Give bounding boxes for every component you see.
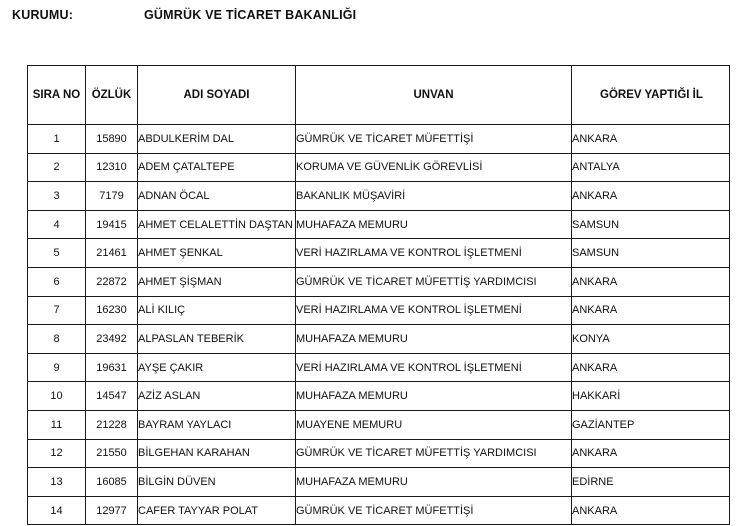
cell-adi-soyadi: ALİ KILIÇ [138, 296, 296, 325]
table-row [28, 125, 730, 154]
table-row [28, 439, 730, 468]
cell-ozluk: 23492 [86, 325, 138, 354]
table-row [28, 182, 730, 211]
cell-ozluk: 19631 [86, 353, 138, 382]
cell-unvan: MUAYENE MEMURU [296, 410, 572, 439]
cell-ozluk: 16230 [86, 296, 138, 325]
cell-gorev-il: ANKARA [572, 267, 730, 296]
cell-sira-no: 12 [28, 439, 86, 468]
cell-adi-soyadi: AHMET ŞENKAL [138, 239, 296, 268]
table-row [28, 296, 730, 325]
cell-adi-soyadi: ADNAN ÖCAL [138, 182, 296, 211]
cell-adi-soyadi: AHMET CELALETTİN DAŞTAN [138, 210, 296, 239]
cell-sira-no: 2 [28, 153, 86, 182]
cell-unvan: VERİ HAZIRLAMA VE KONTROL İŞLETMENİ [296, 353, 572, 382]
cell-ozluk: 19415 [86, 210, 138, 239]
table-row [28, 325, 730, 354]
column-header-ozluk: ÖZLÜK [86, 66, 138, 125]
cell-gorev-il: EDİRNE [572, 468, 730, 497]
cell-gorev-il: KONYA [572, 325, 730, 354]
cell-gorev-il: ANKARA [572, 296, 730, 325]
cell-unvan: KORUMA VE GÜVENLİK GÖREVLİSİ [296, 153, 572, 182]
cell-unvan: GÜMRÜK VE TİCARET MÜFETTİŞ YARDIMCISI [296, 267, 572, 296]
cell-gorev-il: ANKARA [572, 439, 730, 468]
column-header-sira-no: SIRA NO [28, 66, 86, 125]
personnel-table [27, 65, 730, 525]
cell-ozluk: 21461 [86, 239, 138, 268]
cell-gorev-il: SAMSUN [572, 210, 730, 239]
cell-adi-soyadi: ADEM ÇATALTEPE [138, 153, 296, 182]
cell-gorev-il: ANKARA [572, 182, 730, 211]
cell-adi-soyadi: AZİZ ASLAN [138, 382, 296, 411]
cell-sira-no: 13 [28, 468, 86, 497]
cell-ozluk: 21550 [86, 439, 138, 468]
cell-adi-soyadi: BİLGİN DÜVEN [138, 468, 296, 497]
cell-sira-no: 1 [28, 125, 86, 154]
table-row [28, 468, 730, 497]
cell-ozluk: 12977 [86, 496, 138, 525]
column-header-adi-soyadi: ADI SOYADI [138, 66, 296, 125]
cell-sira-no: 9 [28, 353, 86, 382]
cell-adi-soyadi: ALPASLAN TEBERİK [138, 325, 296, 354]
cell-sira-no: 14 [28, 496, 86, 525]
cell-gorev-il: ANTALYA [572, 153, 730, 182]
cell-unvan: MUHAFAZA MEMURU [296, 382, 572, 411]
institution-name: GÜMRÜK VE TİCARET BAKANLIĞI [144, 8, 357, 22]
cell-gorev-il: GAZİANTEP [572, 410, 730, 439]
column-header-unvan: UNVAN [296, 66, 572, 125]
table-body [28, 125, 730, 525]
table-row [28, 353, 730, 382]
institution-label: KURUMU: [12, 8, 74, 22]
cell-ozluk: 14547 [86, 382, 138, 411]
cell-adi-soyadi: BİLGEHAN KARAHAN [138, 439, 296, 468]
cell-unvan: MUHAFAZA MEMURU [296, 468, 572, 497]
cell-adi-soyadi: CAFER TAYYAR POLAT [138, 496, 296, 525]
cell-gorev-il: HAKKARİ [572, 382, 730, 411]
cell-unvan: GÜMRÜK VE TİCARET MÜFETTİŞİ [296, 125, 572, 154]
cell-gorev-il: ANKARA [572, 353, 730, 382]
cell-unvan: BAKANLIK MÜŞAVİRİ [296, 182, 572, 211]
cell-unvan: VERİ HAZIRLAMA VE KONTROL İŞLETMENİ [296, 239, 572, 268]
cell-unvan: GÜMRÜK VE TİCARET MÜFETTİŞİ [296, 496, 572, 525]
table-row [28, 410, 730, 439]
cell-unvan: MUHAFAZA MEMURU [296, 325, 572, 354]
cell-sira-no: 3 [28, 182, 86, 211]
cell-sira-no: 8 [28, 325, 86, 354]
table-row [28, 267, 730, 296]
cell-ozluk: 16085 [86, 468, 138, 497]
table-row [28, 239, 730, 268]
cell-gorev-il: SAMSUN [572, 239, 730, 268]
cell-adi-soyadi: ABDULKERİM DAL [138, 125, 296, 154]
cell-adi-soyadi: AYŞE ÇAKIR [138, 353, 296, 382]
cell-adi-soyadi: BAYRAM YAYLACI [138, 410, 296, 439]
cell-ozluk: 12310 [86, 153, 138, 182]
cell-sira-no: 10 [28, 382, 86, 411]
cell-unvan: MUHAFAZA MEMURU [296, 210, 572, 239]
cell-ozluk: 22872 [86, 267, 138, 296]
header-row [28, 66, 730, 125]
cell-gorev-il: ANKARA [572, 496, 730, 525]
cell-sira-no: 6 [28, 267, 86, 296]
cell-ozluk: 15890 [86, 125, 138, 154]
cell-ozluk: 7179 [86, 182, 138, 211]
cell-sira-no: 5 [28, 239, 86, 268]
table-row [28, 210, 730, 239]
cell-adi-soyadi: AHMET ŞİŞMAN [138, 267, 296, 296]
column-header-gorev-il: GÖREV YAPTIĞI İL [572, 66, 730, 125]
cell-unvan: GÜMRÜK VE TİCARET MÜFETTİŞ YARDIMCISI [296, 439, 572, 468]
cell-gorev-il: ANKARA [572, 125, 730, 154]
table-header [28, 66, 730, 125]
table-row [28, 153, 730, 182]
cell-sira-no: 4 [28, 210, 86, 239]
table-row [28, 496, 730, 525]
cell-ozluk: 21228 [86, 410, 138, 439]
table-row [28, 382, 730, 411]
cell-sira-no: 7 [28, 296, 86, 325]
cell-sira-no: 11 [28, 410, 86, 439]
cell-unvan: VERİ HAZIRLAMA VE KONTROL İŞLETMENİ [296, 296, 572, 325]
